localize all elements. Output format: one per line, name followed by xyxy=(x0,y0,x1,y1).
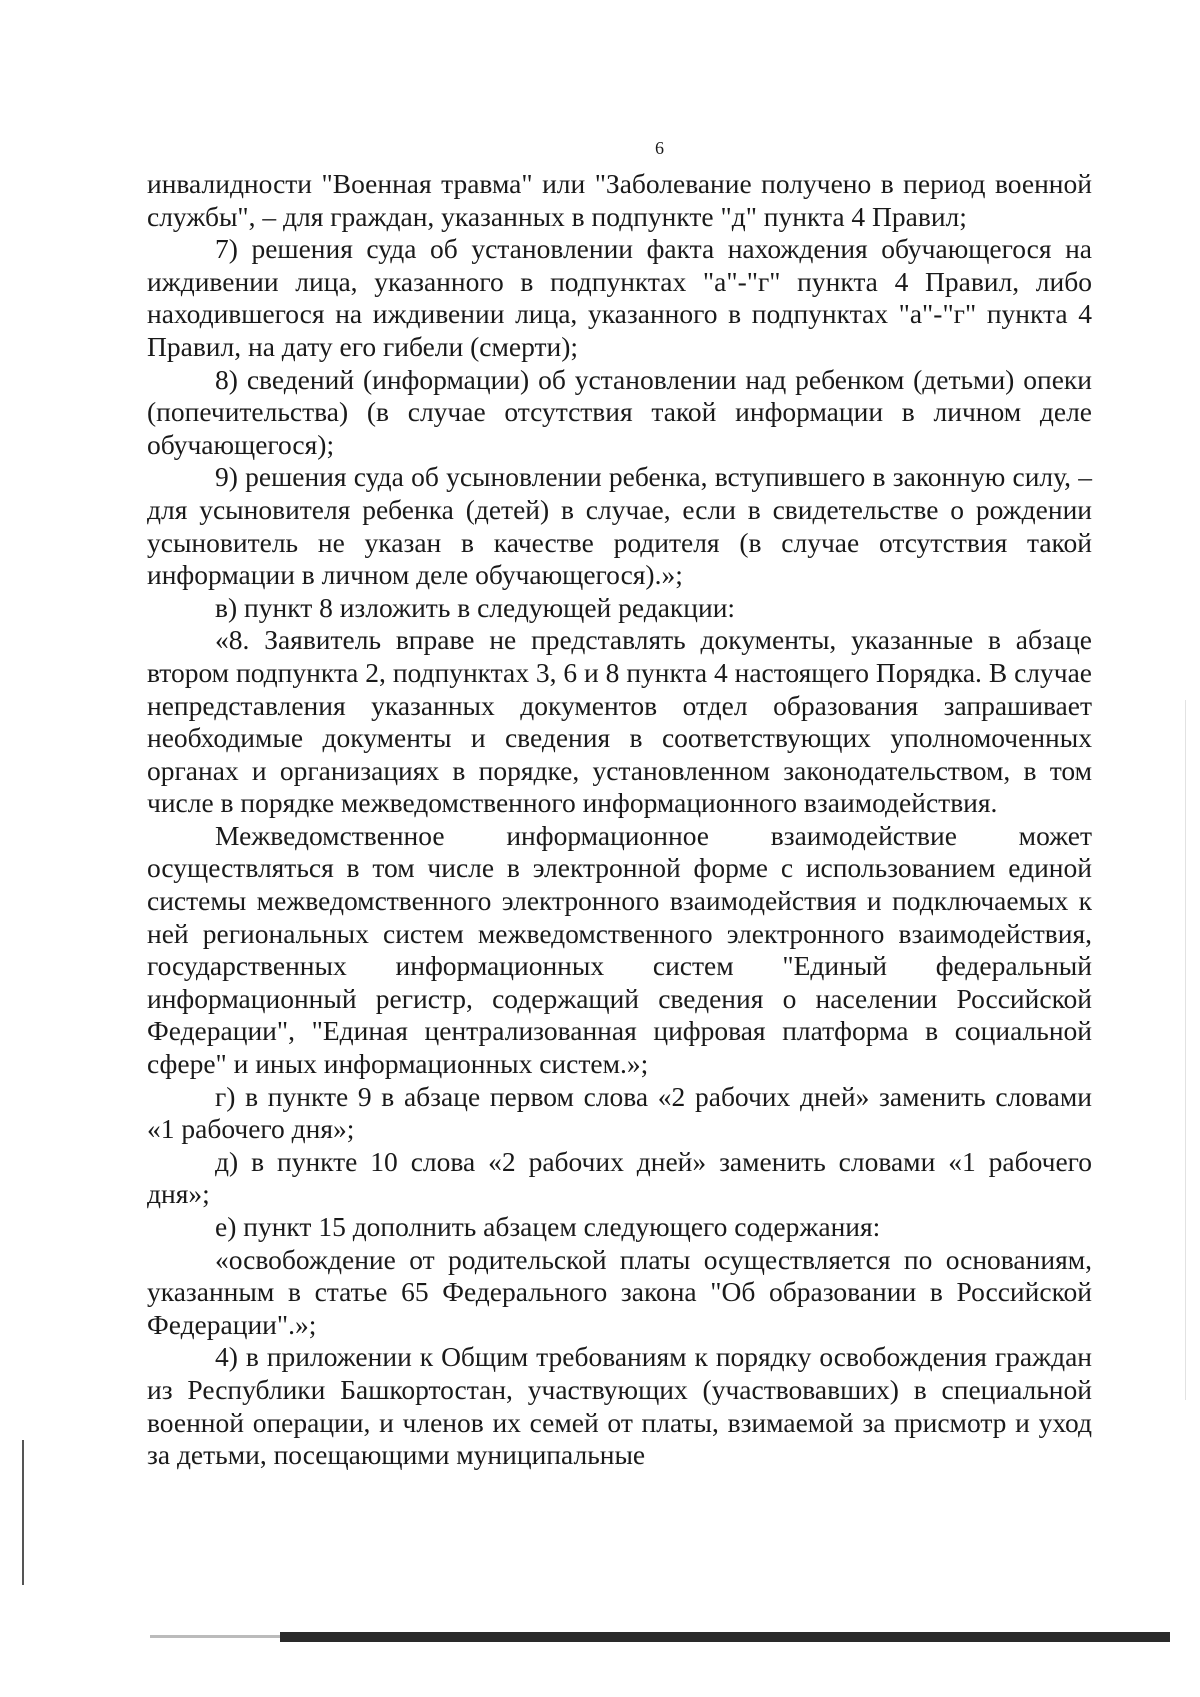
paragraph-7: Межведомственное информационное взаимодействие может осуществляться в том числе в электронной форме с использованием единой системы межведомственного электронного взаимодействия и подключаемых к ней региональных систем межведомственного электронного взаимодействия, государственных информационных систем "Единый федеральный информационный регистр, содержащий сведения о населении Российской Федерации", "Единая централизованная цифровая платформа в социальной сфере" и иных информационных систем.»; xyxy=(147,819,1092,1080)
scan-edge-mark xyxy=(22,1440,24,1585)
scan-bottom-band xyxy=(280,1632,1170,1642)
paragraph-2: 7) решения суда об установлении факта нахождения обучающегося на иждивении лица, указанного в подпунктах "а"-"г" пункта 4 Правил, либо находившегося на иждивении лица, указанного в подпунктах "а"-"г" пункта 4 Правил, на дату его гибели (смерти); xyxy=(147,233,1092,362)
paragraph-6: «8. Заявитель вправе не представлять документы, указанные в абзаце втором подпункта 2, подпунктах 3, 6 и 8 пункта 4 настоящего Порядка. В случае непредставления указанных документов отдел образования запрашивает необходимые документы и сведения в соответствующих уполномоченных органах и организациях в порядке, установленном законодательством, в том числе в порядке межведомственного информационного взаимодействия. xyxy=(147,624,1092,819)
paragraph-10: е) пункт 15 дополнить абзацем следующего содержания: xyxy=(215,1211,881,1242)
paragraph-5: в) пункт 8 изложить в следующей редакции: xyxy=(215,591,736,623)
scan-bottom-fade xyxy=(150,1635,290,1638)
paragraph-1: инвалидности "Военная травма" или "Заболевание получено в период военной службы", – для граждан, указанных в подпункте "д" пункта 4 Правил; xyxy=(147,168,1092,232)
paragraph-12: 4) в приложении к Общим требованиям к порядку освобождения граждан из Республики Башкортостан, участвующих (участвовавших) в специальной военной операции, и членов их семей от платы, взимаемой за присмотр и уход за детьми, посещающими муниципальные xyxy=(147,1341,1092,1471)
document-body xyxy=(147,168,1092,1472)
paragraph-11: «освобождение от родительской платы осуществляется по основаниям, указанным в статье 65 Федерального закона "Об образовании в Российской Федерации".»; xyxy=(147,1243,1092,1340)
paragraph-8: г) в пункте 9 в абзаце первом слова «2 рабочих дней» заменить словами «1 рабочего дня»; xyxy=(147,1080,1092,1145)
paragraph-4: 9) решения суда об усыновлении ребенка, вступившего в законную силу, – для усыновителя ребенка (детей) в случае, если в свидетельстве о рождении усыновитель не указан в качестве родителя (в случае отсутствия такой информации в личном деле обучающегося).»; xyxy=(147,461,1092,591)
scan-edge-mark-right xyxy=(1185,700,1186,1400)
paragraph-9: д) в пункте 10 слова «2 рабочих дней» заменить словами «1 рабочего дня»; xyxy=(147,1145,1092,1210)
page-number: 6 xyxy=(655,138,664,158)
paragraph-3: 8) сведений (информации) об установлении над ребенком (детьми) опеки (попечительства) (в случае отсутствия такой информации в личном деле обучающегося); xyxy=(147,363,1092,460)
